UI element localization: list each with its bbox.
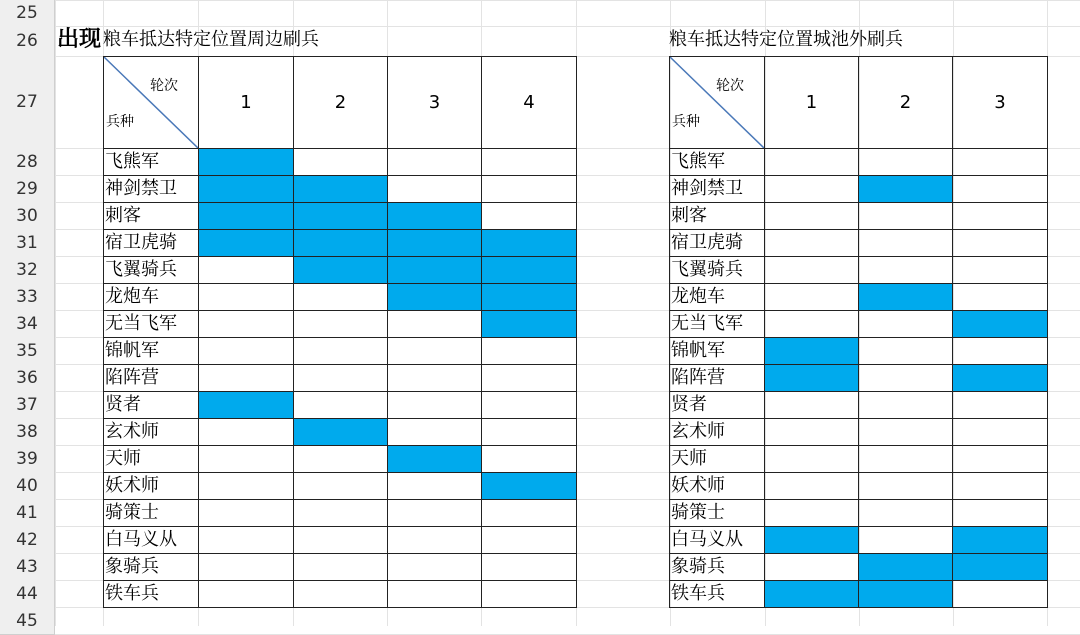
empty-cell[interactable] <box>764 553 859 581</box>
filled-cell[interactable] <box>481 310 577 338</box>
empty-cell[interactable] <box>858 310 953 338</box>
empty-cell[interactable] <box>293 553 388 581</box>
empty-cell[interactable] <box>858 391 953 419</box>
row-header[interactable]: 32 <box>0 256 55 283</box>
left-table-title: 粮车抵达特定位置周边刷兵 <box>103 29 319 50</box>
empty-cell[interactable] <box>858 337 953 365</box>
left_table-unit-name[interactable]: 陷阵营 <box>103 364 199 392</box>
row-header[interactable]: 26 <box>0 26 55 56</box>
filled-cell[interactable] <box>293 175 388 203</box>
right_table-unit-name[interactable]: 神剑禁卫 <box>669 175 765 203</box>
row-header[interactable]: 29 <box>0 175 55 202</box>
empty-cell[interactable] <box>481 148 577 176</box>
filled-cell[interactable] <box>952 526 1048 554</box>
diagonal-line <box>670 57 765 149</box>
filled-cell[interactable] <box>293 256 388 284</box>
left_table-unit-name[interactable]: 铁车兵 <box>103 580 199 608</box>
empty-cell[interactable] <box>293 472 388 500</box>
diagonal-line <box>104 57 199 149</box>
empty-cell[interactable] <box>481 553 577 581</box>
empty-cell[interactable] <box>481 418 577 446</box>
right_table-unit-name[interactable]: 锦帆军 <box>669 337 765 365</box>
empty-cell[interactable] <box>952 391 1048 419</box>
empty-cell[interactable] <box>764 229 859 257</box>
empty-cell[interactable] <box>387 418 482 446</box>
row-header[interactable]: 37 <box>0 391 55 418</box>
filled-cell[interactable] <box>387 202 482 230</box>
filled-cell[interactable] <box>952 310 1048 338</box>
empty-cell[interactable] <box>858 418 953 446</box>
filled-cell[interactable] <box>293 418 388 446</box>
empty-cell[interactable] <box>858 445 953 473</box>
empty-cell[interactable] <box>764 418 859 446</box>
empty-cell[interactable] <box>858 202 953 230</box>
empty-cell[interactable] <box>952 256 1048 284</box>
right_table-unit-name[interactable]: 刺客 <box>669 202 765 230</box>
empty-cell[interactable] <box>293 499 388 527</box>
empty-cell[interactable] <box>198 418 294 446</box>
right_table-unit-name[interactable]: 妖术师 <box>669 472 765 500</box>
empty-cell[interactable] <box>952 499 1048 527</box>
right_table-unit-name[interactable]: 贤者 <box>669 391 765 419</box>
empty-cell[interactable] <box>387 364 482 392</box>
empty-cell[interactable] <box>198 472 294 500</box>
empty-cell[interactable] <box>198 283 294 311</box>
empty-cell[interactable] <box>764 202 859 230</box>
left_table-unit-name[interactable]: 贤者 <box>103 391 199 419</box>
right_table-unit-name[interactable]: 铁车兵 <box>669 580 765 608</box>
left_table-unit-name[interactable]: 象骑兵 <box>103 553 199 581</box>
filled-cell[interactable] <box>858 553 953 581</box>
corner-unit-label: 兵种 <box>672 114 700 130</box>
empty-cell[interactable] <box>858 148 953 176</box>
row-header[interactable]: 41 <box>0 499 55 526</box>
right_table-unit-name[interactable]: 陷阵营 <box>669 364 765 392</box>
empty-cell[interactable] <box>858 256 953 284</box>
row-header[interactable]: 36 <box>0 364 55 391</box>
filled-cell[interactable] <box>387 445 482 473</box>
empty-cell[interactable] <box>293 445 388 473</box>
empty-cell[interactable] <box>858 526 953 554</box>
row-header[interactable]: 33 <box>0 283 55 310</box>
appear-label: 出现 <box>57 27 102 52</box>
filled-cell[interactable] <box>481 229 577 257</box>
filled-cell[interactable] <box>481 472 577 500</box>
empty-cell[interactable] <box>952 229 1048 257</box>
empty-cell[interactable] <box>387 526 482 554</box>
left_table-unit-name[interactable]: 无当飞军 <box>103 310 199 338</box>
empty-cell[interactable] <box>387 580 482 608</box>
empty-cell[interactable] <box>764 283 859 311</box>
empty-cell[interactable] <box>764 256 859 284</box>
empty-cell[interactable] <box>481 391 577 419</box>
empty-cell[interactable] <box>764 445 859 473</box>
empty-cell[interactable] <box>952 337 1048 365</box>
row-header[interactable]: 28 <box>0 148 55 175</box>
empty-cell[interactable] <box>952 175 1048 203</box>
right_table-unit-name[interactable]: 象骑兵 <box>669 553 765 581</box>
filled-cell[interactable] <box>858 580 953 608</box>
row-header[interactable]: 27 <box>0 56 55 148</box>
right_table-unit-name[interactable]: 宿卫虎骑 <box>669 229 765 257</box>
empty-cell[interactable] <box>198 310 294 338</box>
right-table-title: 粮车抵达特定位置城池外刷兵 <box>669 29 903 50</box>
empty-cell[interactable] <box>952 472 1048 500</box>
left_table-round-header: 3 <box>387 56 482 149</box>
filled-cell[interactable] <box>764 526 859 554</box>
row-header[interactable]: 43 <box>0 553 55 580</box>
row-header[interactable]: 34 <box>0 310 55 337</box>
empty-cell[interactable] <box>952 445 1048 473</box>
filled-cell[interactable] <box>764 364 859 392</box>
empty-cell[interactable] <box>198 445 294 473</box>
right_table-corner-header <box>669 56 765 149</box>
empty-cell[interactable] <box>952 202 1048 230</box>
empty-cell[interactable] <box>198 553 294 581</box>
filled-cell[interactable] <box>293 202 388 230</box>
right_table-unit-name[interactable]: 无当飞军 <box>669 310 765 338</box>
empty-cell[interactable] <box>952 148 1048 176</box>
empty-cell[interactable] <box>481 526 577 554</box>
filled-cell[interactable] <box>764 580 859 608</box>
left_table-unit-name[interactable]: 白马义从 <box>103 526 199 554</box>
left_table-unit-name[interactable]: 妖术师 <box>103 472 199 500</box>
filled-cell[interactable] <box>481 283 577 311</box>
filled-cell[interactable] <box>952 553 1048 581</box>
filled-cell[interactable] <box>387 283 482 311</box>
empty-cell[interactable] <box>858 364 953 392</box>
grid-column-line <box>55 0 56 626</box>
corner-round-label: 轮次 <box>716 78 744 94</box>
row-header[interactable]: 35 <box>0 337 55 364</box>
filled-cell[interactable] <box>858 283 953 311</box>
filled-cell[interactable] <box>387 229 482 257</box>
right_table-unit-name[interactable]: 飞熊军 <box>669 148 765 176</box>
empty-cell[interactable] <box>952 418 1048 446</box>
empty-cell[interactable] <box>198 526 294 554</box>
empty-cell[interactable] <box>764 391 859 419</box>
filled-cell[interactable] <box>198 148 294 176</box>
empty-cell[interactable] <box>481 337 577 365</box>
filled-cell[interactable] <box>198 391 294 419</box>
left_table-round-header: 1 <box>198 56 294 149</box>
empty-cell[interactable] <box>387 337 482 365</box>
filled-cell[interactable] <box>198 175 294 203</box>
empty-cell[interactable] <box>481 445 577 473</box>
left_table-unit-name[interactable]: 神剑禁卫 <box>103 175 199 203</box>
empty-cell[interactable] <box>764 310 859 338</box>
right_table-round-header: 3 <box>952 56 1048 149</box>
empty-cell[interactable] <box>858 499 953 527</box>
grid-row-line <box>0 0 1080 1</box>
row-header[interactable]: 25 <box>0 0 55 26</box>
empty-cell[interactable] <box>481 580 577 608</box>
row-header[interactable]: 31 <box>0 229 55 256</box>
empty-cell[interactable] <box>293 283 388 311</box>
empty-cell[interactable] <box>293 526 388 554</box>
empty-cell[interactable] <box>198 580 294 608</box>
empty-cell[interactable] <box>481 202 577 230</box>
filled-cell[interactable] <box>198 229 294 257</box>
row-header[interactable]: 45 <box>0 607 55 634</box>
empty-cell[interactable] <box>952 580 1048 608</box>
right_table-unit-name[interactable]: 龙炮车 <box>669 283 765 311</box>
row-header[interactable]: 39 <box>0 445 55 472</box>
empty-cell[interactable] <box>293 148 388 176</box>
filled-cell[interactable] <box>481 256 577 284</box>
left_table-unit-name[interactable]: 宿卫虎骑 <box>103 229 199 257</box>
filled-cell[interactable] <box>858 175 953 203</box>
empty-cell[interactable] <box>387 148 482 176</box>
left_table-unit-name[interactable]: 天师 <box>103 445 199 473</box>
filled-cell[interactable] <box>387 256 482 284</box>
empty-cell[interactable] <box>764 499 859 527</box>
row-header[interactable]: 42 <box>0 526 55 553</box>
left_table-unit-name[interactable]: 刺客 <box>103 202 199 230</box>
left_table-unit-name[interactable]: 飞熊军 <box>103 148 199 176</box>
row-header[interactable]: 30 <box>0 202 55 229</box>
corner-unit-label: 兵种 <box>106 114 134 130</box>
right_table-unit-name[interactable]: 玄术师 <box>669 418 765 446</box>
empty-cell[interactable] <box>481 364 577 392</box>
left_table-unit-name[interactable]: 锦帆军 <box>103 337 199 365</box>
empty-cell[interactable] <box>198 364 294 392</box>
left_table-unit-name[interactable]: 玄术师 <box>103 418 199 446</box>
empty-cell[interactable] <box>858 472 953 500</box>
empty-cell[interactable] <box>293 337 388 365</box>
empty-cell[interactable] <box>387 499 482 527</box>
empty-cell[interactable] <box>198 499 294 527</box>
empty-cell[interactable] <box>293 391 388 419</box>
row-header[interactable]: 40 <box>0 472 55 499</box>
right_table-unit-name[interactable]: 白马义从 <box>669 526 765 554</box>
empty-cell[interactable] <box>293 310 388 338</box>
row-header[interactable]: 44 <box>0 580 55 607</box>
right_table-unit-name[interactable]: 天师 <box>669 445 765 473</box>
empty-cell[interactable] <box>293 364 388 392</box>
empty-cell[interactable] <box>293 580 388 608</box>
right_table-unit-name[interactable]: 飞翼骑兵 <box>669 256 765 284</box>
empty-cell[interactable] <box>481 175 577 203</box>
empty-cell[interactable] <box>198 337 294 365</box>
filled-cell[interactable] <box>952 364 1048 392</box>
filled-cell[interactable] <box>293 229 388 257</box>
empty-cell[interactable] <box>387 175 482 203</box>
empty-cell[interactable] <box>952 283 1048 311</box>
filled-cell[interactable] <box>198 202 294 230</box>
left_table-unit-name[interactable]: 龙炮车 <box>103 283 199 311</box>
empty-cell[interactable] <box>764 472 859 500</box>
empty-cell[interactable] <box>387 553 482 581</box>
corner-round-label: 轮次 <box>150 78 178 94</box>
empty-cell[interactable] <box>387 310 482 338</box>
left_table-round-header: 4 <box>481 56 577 149</box>
empty-cell[interactable] <box>764 175 859 203</box>
left_table-corner-header <box>103 56 199 149</box>
filled-cell[interactable] <box>764 337 859 365</box>
left_table-unit-name[interactable]: 骑策士 <box>103 499 199 527</box>
empty-cell[interactable] <box>387 472 482 500</box>
empty-cell[interactable] <box>764 148 859 176</box>
row-header[interactable]: 38 <box>0 418 55 445</box>
empty-cell[interactable] <box>198 256 294 284</box>
right_table-unit-name[interactable]: 骑策士 <box>669 499 765 527</box>
empty-cell[interactable] <box>481 499 577 527</box>
left_table-round-header: 2 <box>293 56 388 149</box>
right_table-round-header: 2 <box>858 56 953 149</box>
left_table-unit-name[interactable]: 飞翼骑兵 <box>103 256 199 284</box>
empty-cell[interactable] <box>387 391 482 419</box>
empty-cell[interactable] <box>858 229 953 257</box>
right_table-round-header: 1 <box>764 56 859 149</box>
